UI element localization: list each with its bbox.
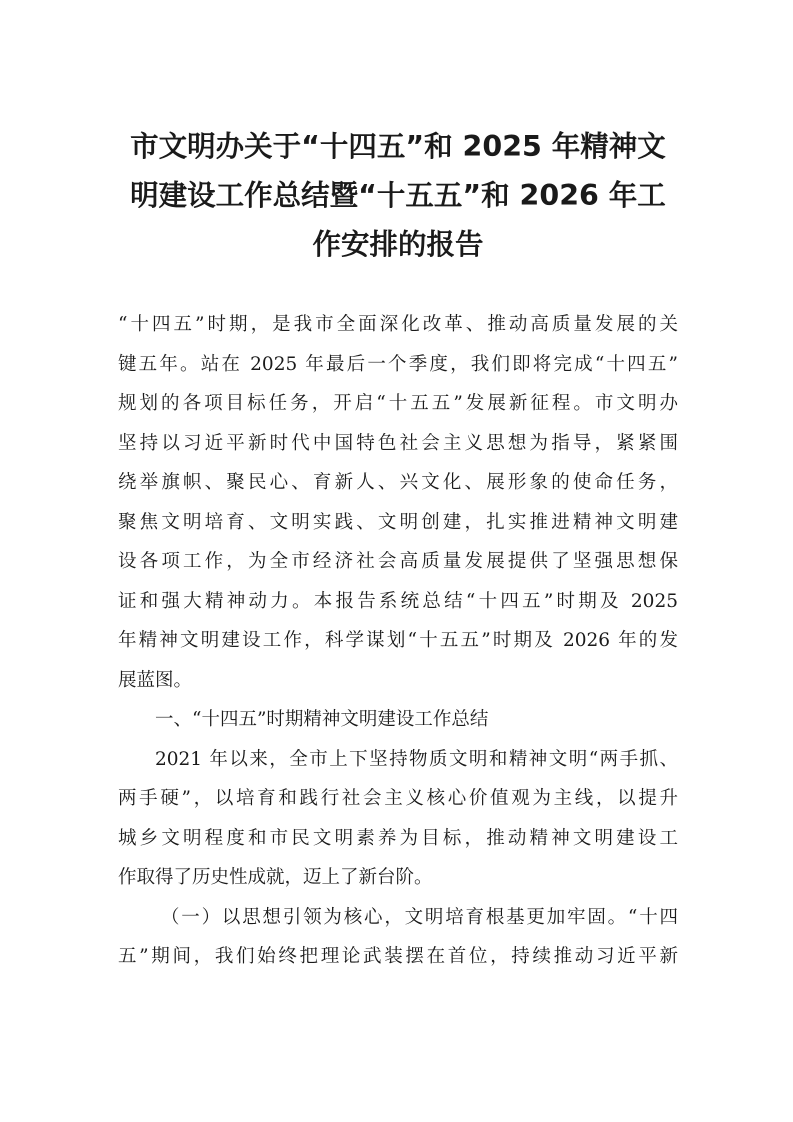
title-line: 明建设工作总结暨“十五五”和 2026 年工 xyxy=(130,179,666,212)
section-1-heading-paragraph xyxy=(118,700,678,740)
section-1-paragraph xyxy=(118,740,678,898)
section-heading: 一、“十四五”时期精神文明建设工作总结 xyxy=(155,709,489,730)
text-line: 作取得了历史性成就，迈上了新台阶。 xyxy=(118,867,433,888)
text-line: 五”期间，我们始终把理论武装摆在首位，持续推动习近平新 xyxy=(118,946,678,967)
text-line: 两手硬”，以培育和践行社会主义核心价值观为主线，以提升 xyxy=(118,788,678,809)
title-line: 市文明办关于“十四五”和 2025 年精神文 xyxy=(130,130,666,163)
text-line: 证和强大精神动力。本报告系统总结“十四五”时期及 2025 xyxy=(118,590,678,612)
text-line: 规划的各项目标任务，开启“十五五”发展新征程。市文明办 xyxy=(118,393,678,414)
subsection-1-paragraph xyxy=(118,898,678,977)
intro-paragraph xyxy=(118,305,678,700)
text-line: 2021 年以来，全市上下坚持物质文明和精神文明“两手抓、 xyxy=(155,748,678,770)
text-line: 年精神文明建设工作，科学谋划“十五五”时期及 2026 年的发 xyxy=(118,630,678,651)
text-line: 城乡文明程度和市民文明素养为目标，推动精神文明建设工 xyxy=(118,827,678,849)
text-line: 展蓝图。 xyxy=(118,669,193,691)
document-title xyxy=(118,122,678,269)
text-line: 键五年。站在 2025 年最后一个季度，我们即将完成“十四五” xyxy=(118,353,678,375)
text-line: 坚持以习近平新时代中国特色社会主义思想为指导，紧紧围 xyxy=(118,432,678,454)
text-line: 设各项工作，为全市经济社会高质量发展提供了坚强思想保 xyxy=(118,551,678,572)
text-line: （一）以思想引领为核心，文明培育根基更加牢固。“十四 xyxy=(161,906,678,928)
text-line: 绕举旗帜、聚民心、育新人、兴文化、展形象的使命任务， xyxy=(118,472,678,493)
title-line: 作安排的报告 xyxy=(312,228,484,261)
document-page xyxy=(118,122,678,977)
text-line: “十四五”时期，是我市全面深化改革、推动高质量发展的关 xyxy=(118,314,678,335)
document-body xyxy=(118,305,678,977)
text-line: 聚焦文明培育、文明实践、文明创建，扎实推进精神文明建 xyxy=(118,511,678,533)
